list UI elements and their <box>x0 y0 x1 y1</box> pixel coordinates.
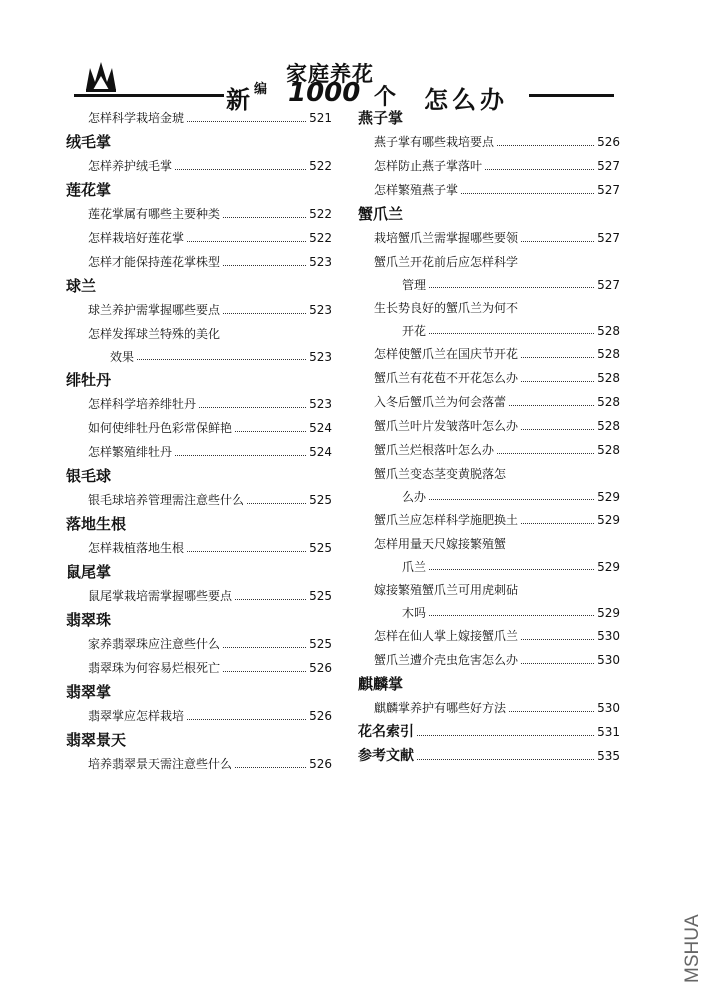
toc-entry[interactable] <box>66 392 332 416</box>
toc-entry-title: 蟹爪兰开花前后应怎样科学 <box>374 255 519 269</box>
toc-page-number: 522 <box>309 207 332 221</box>
toc-entry[interactable] <box>358 414 620 438</box>
toc-entry[interactable] <box>66 632 332 656</box>
toc-entry[interactable] <box>358 320 620 342</box>
toc-dot-leader <box>521 342 594 358</box>
toc-dot-leader <box>461 178 594 194</box>
toc-dot-leader <box>187 226 306 242</box>
toc-entry[interactable] <box>358 532 620 556</box>
toc-page-number: 524 <box>309 421 332 435</box>
toc-entry[interactable] <box>66 346 332 368</box>
toc-entry-title: 怎样才能保持莲花掌株型 <box>88 255 221 269</box>
toc-entry[interactable] <box>358 274 620 296</box>
toc-page-number: 530 <box>597 701 620 715</box>
toc-entry[interactable] <box>358 342 620 366</box>
toc-page-number: 529 <box>597 560 620 574</box>
toc-dot-leader <box>509 390 594 406</box>
toc-entry[interactable] <box>358 250 620 274</box>
toc-entry-title: 怎样栽植落地生根 <box>88 541 185 555</box>
toc-entry[interactable] <box>358 296 620 320</box>
watermark-text: MSHUA <box>682 914 703 983</box>
toc-entry-title: 蟹爪兰有花苞不开花怎么办 <box>374 371 519 385</box>
toc-entry-title: 入冬后蟹爪兰为何会落蕾 <box>374 395 507 409</box>
toc-category-heading: 翡翠掌 <box>66 683 112 701</box>
toc-entry-title: 球兰养护需掌握哪些要点 <box>88 303 221 317</box>
toc-dot-leader <box>521 226 594 242</box>
toc-page-number: 523 <box>309 350 332 364</box>
toc-page-number: 526 <box>309 757 332 771</box>
toc-category-heading: 莲花掌 <box>66 181 112 199</box>
toc-dot-leader <box>497 130 594 146</box>
toc-entry-title: 怎样繁殖绯牡丹 <box>88 445 173 459</box>
toc-entry-title: 怎样防止燕子掌落叶 <box>374 159 483 173</box>
toc-page-number: 522 <box>309 231 332 245</box>
toc-category-heading: 鼠尾掌 <box>66 563 112 581</box>
toc-entry-title: 怎样使蟹爪兰在国庆节开花 <box>374 347 519 361</box>
toc-dot-leader <box>485 154 594 170</box>
toc-entry[interactable] <box>66 584 332 608</box>
toc-page-number: 523 <box>309 397 332 411</box>
toc-page-number: 528 <box>597 443 620 457</box>
toc-dot-leader <box>429 556 594 570</box>
toc-dot-leader <box>235 584 306 600</box>
toc-entry[interactable] <box>66 416 332 440</box>
toc-entry[interactable] <box>66 440 332 464</box>
toc-category-heading: 麒麟掌 <box>358 675 404 693</box>
toc-entry-title: 参考文献 <box>358 748 414 764</box>
toc-page-number: 525 <box>309 493 332 507</box>
toc-dot-leader <box>417 744 594 760</box>
toc-category-heading: 绒毛掌 <box>66 133 112 151</box>
toc-dot-leader <box>223 202 306 218</box>
toc-dot-leader <box>137 346 306 360</box>
toc-dot-leader <box>247 488 306 504</box>
toc-entry-title: 鼠尾掌栽培需掌握哪些要点 <box>88 589 233 603</box>
toc-entry-title: 家养翡翠珠应注意些什么 <box>88 637 221 651</box>
toc-entry[interactable] <box>66 488 332 512</box>
toc-dot-leader <box>417 720 594 736</box>
toc-entry-title: 怎样在仙人掌上嫁接蟹爪兰 <box>374 629 519 643</box>
toc-entry[interactable] <box>358 556 620 578</box>
toc-entry-title: 花名索引 <box>358 724 414 740</box>
toc-entry-title: 蟹爪兰应怎样科学施肥换土 <box>374 513 519 527</box>
toc-entry-title: 燕子掌有哪些栽培要点 <box>374 135 495 149</box>
toc-page-number: 526 <box>309 661 332 675</box>
toc-dot-leader <box>521 648 594 664</box>
toc-page-number: 525 <box>309 541 332 555</box>
toc-page-number: 522 <box>309 159 332 173</box>
toc-entry-title: 爪兰 <box>402 560 427 574</box>
toc-entry-title: 怎样科学栽培金琥 <box>88 111 185 125</box>
toc-category-heading: 落地生根 <box>66 515 127 533</box>
toc-entry[interactable] <box>358 154 620 178</box>
toc-entry-title: 开花 <box>402 324 427 338</box>
toc-entry[interactable] <box>358 390 620 414</box>
toc-category-heading: 绯牡丹 <box>66 371 112 389</box>
toc-entry[interactable] <box>358 438 620 462</box>
toc-entry[interactable] <box>66 704 332 728</box>
toc-entry-title: 银毛球培养管理需注意些什么 <box>88 493 245 507</box>
toc-entry-title: 麒麟掌养护有哪些好方法 <box>374 701 507 715</box>
toc-entry[interactable] <box>66 656 332 680</box>
toc-entry[interactable] <box>358 720 620 744</box>
toc-category-heading: 球兰 <box>66 277 97 295</box>
toc-page-number: 529 <box>597 490 620 504</box>
toc-entry[interactable] <box>66 752 332 776</box>
toc-entry[interactable] <box>66 298 332 322</box>
toc-entry[interactable] <box>66 536 332 560</box>
toc-category-heading: 翡翠景天 <box>66 731 127 749</box>
toc-category-heading: 蟹爪兰 <box>358 205 404 223</box>
toc-entry-title: 怎样发挥球兰特殊的美化 <box>88 327 221 341</box>
toc-page-number: 526 <box>309 709 332 723</box>
toc-page-number: 528 <box>597 395 620 409</box>
toc-category-heading: 燕子掌 <box>358 109 404 127</box>
toc-dot-leader <box>509 696 594 712</box>
toc-page-number: 521 <box>309 111 332 125</box>
toc-entry[interactable] <box>66 202 332 226</box>
header-subtitle: 家庭养花 <box>286 61 374 86</box>
header-tail: 怎么办 <box>424 85 508 114</box>
toc-entry[interactable] <box>358 744 620 768</box>
toc-entry-title: 嫁接繁殖蟹爪兰可用虎刺砧 <box>374 583 519 597</box>
header-number: 1000 <box>288 78 361 108</box>
toc-dot-leader <box>235 752 306 768</box>
toc-page-number: 528 <box>597 419 620 433</box>
toc-entry[interactable] <box>66 106 332 130</box>
toc-page-number: 528 <box>597 324 620 338</box>
toc-category-heading: 银毛球 <box>66 467 112 485</box>
toc-dot-leader <box>429 274 594 288</box>
toc-entry[interactable] <box>358 130 620 154</box>
toc-entry[interactable] <box>358 226 620 250</box>
toc-dot-leader <box>223 298 306 314</box>
toc-entry-title: 怎样养护绒毛掌 <box>88 159 173 173</box>
toc-entry[interactable] <box>358 486 620 508</box>
toc-entry-title: 生长势良好的蟹爪兰为何不 <box>374 301 519 315</box>
toc-page-number: 528 <box>597 371 620 385</box>
header-rule-right <box>529 94 614 97</box>
toc-entry-title: 蟹爪兰遭介壳虫危害怎么办 <box>374 653 519 667</box>
toc-entry[interactable] <box>358 578 620 602</box>
toc-page-number: 535 <box>597 749 620 763</box>
toc-entry[interactable] <box>358 462 620 486</box>
toc-entry-title: 蟹爪兰叶片发皱落叶怎么办 <box>374 419 519 433</box>
toc-page-number: 527 <box>597 231 620 245</box>
toc-page-number: 527 <box>597 159 620 173</box>
toc-page-number: 524 <box>309 445 332 459</box>
toc-dot-leader <box>521 366 594 382</box>
toc-entry-title: 怎样栽培好莲花掌 <box>88 231 185 245</box>
toc-dot-leader <box>223 250 306 266</box>
toc-page-number: 523 <box>309 303 332 317</box>
toc-dot-leader <box>429 320 594 334</box>
toc-page-number: 527 <box>597 183 620 197</box>
toc-entry[interactable] <box>358 178 620 202</box>
toc-dot-leader <box>429 602 594 616</box>
toc-dot-leader <box>223 632 306 648</box>
toc-page-number: 530 <box>597 629 620 643</box>
toc-entry[interactable] <box>66 226 332 250</box>
lotus-logo-icon <box>84 62 118 92</box>
toc-entry[interactable] <box>66 154 332 178</box>
toc-dot-leader <box>175 440 306 456</box>
toc-entry-title: 管理 <box>402 278 427 292</box>
mshua-watermark <box>681 883 703 985</box>
toc-entry[interactable] <box>66 322 332 346</box>
toc-entry-title: 栽培蟹爪兰需掌握哪些要领 <box>374 231 519 245</box>
toc-dot-leader <box>521 508 594 524</box>
toc-dot-leader <box>429 486 594 500</box>
toc-page-number: 523 <box>309 255 332 269</box>
toc-dot-leader <box>521 624 594 640</box>
toc-dot-leader <box>187 536 306 552</box>
toc-entry-title: 如何使绯牡丹色彩常保鲜艳 <box>88 421 233 435</box>
header-bian: 编 <box>254 82 268 97</box>
toc-dot-leader <box>175 154 306 170</box>
toc-entry-title: 翡翠掌应怎样栽培 <box>88 709 185 723</box>
toc-right-column <box>358 106 620 768</box>
toc-dot-leader <box>497 438 594 454</box>
toc-entry[interactable] <box>66 250 332 274</box>
toc-entry[interactable] <box>358 602 620 624</box>
toc-dot-leader <box>199 392 306 408</box>
toc-entry-title: 效果 <box>110 350 135 364</box>
toc-entry[interactable] <box>358 624 620 648</box>
toc-entry-title: 木吗 <box>402 606 427 620</box>
toc-entry-title: 莲花掌属有哪些主要种类 <box>88 207 221 221</box>
toc-page-number: 526 <box>597 135 620 149</box>
toc-page-number: 528 <box>597 347 620 361</box>
toc-page-number: 525 <box>309 589 332 603</box>
toc-page-number: 531 <box>597 725 620 739</box>
toc-entry[interactable] <box>358 508 620 532</box>
toc-entry[interactable] <box>358 366 620 390</box>
toc-dot-leader <box>235 416 306 432</box>
toc-entry[interactable] <box>358 648 620 672</box>
toc-entry-title: 蟹爪兰烂根落叶怎么办 <box>374 443 495 457</box>
toc-page-number: 525 <box>309 637 332 651</box>
toc-entry-title: 怎样用量天尺嫁接繁殖蟹 <box>374 537 507 551</box>
toc-page-number: 529 <box>597 513 620 527</box>
header-xin: 新 <box>226 85 250 114</box>
toc-entry[interactable] <box>358 696 620 720</box>
toc-dot-leader <box>187 704 306 720</box>
toc-entry-title: 培养翡翠景天需注意些什么 <box>88 757 233 771</box>
toc-category-heading: 翡翠珠 <box>66 611 112 629</box>
toc-dot-leader <box>187 106 306 122</box>
header-ge: 个 <box>374 84 397 110</box>
toc-page-number: 530 <box>597 653 620 667</box>
toc-left-column <box>66 106 332 776</box>
header-rule-left <box>74 94 224 97</box>
toc-dot-leader <box>223 656 306 672</box>
toc-page-number: 527 <box>597 278 620 292</box>
toc-entry-title: 翡翠珠为何容易烂根死亡 <box>88 661 221 675</box>
toc-page-number: 529 <box>597 606 620 620</box>
toc-dot-leader <box>521 414 594 430</box>
toc-entry-title: 怎样科学培养绯牡丹 <box>88 397 197 411</box>
toc-entry-title: 蟹爪兰变态茎变黄脱落怎 <box>374 467 507 481</box>
toc-entry-title: 怎样繁殖燕子掌 <box>374 183 459 197</box>
toc-entry-title: 么办 <box>402 490 427 504</box>
